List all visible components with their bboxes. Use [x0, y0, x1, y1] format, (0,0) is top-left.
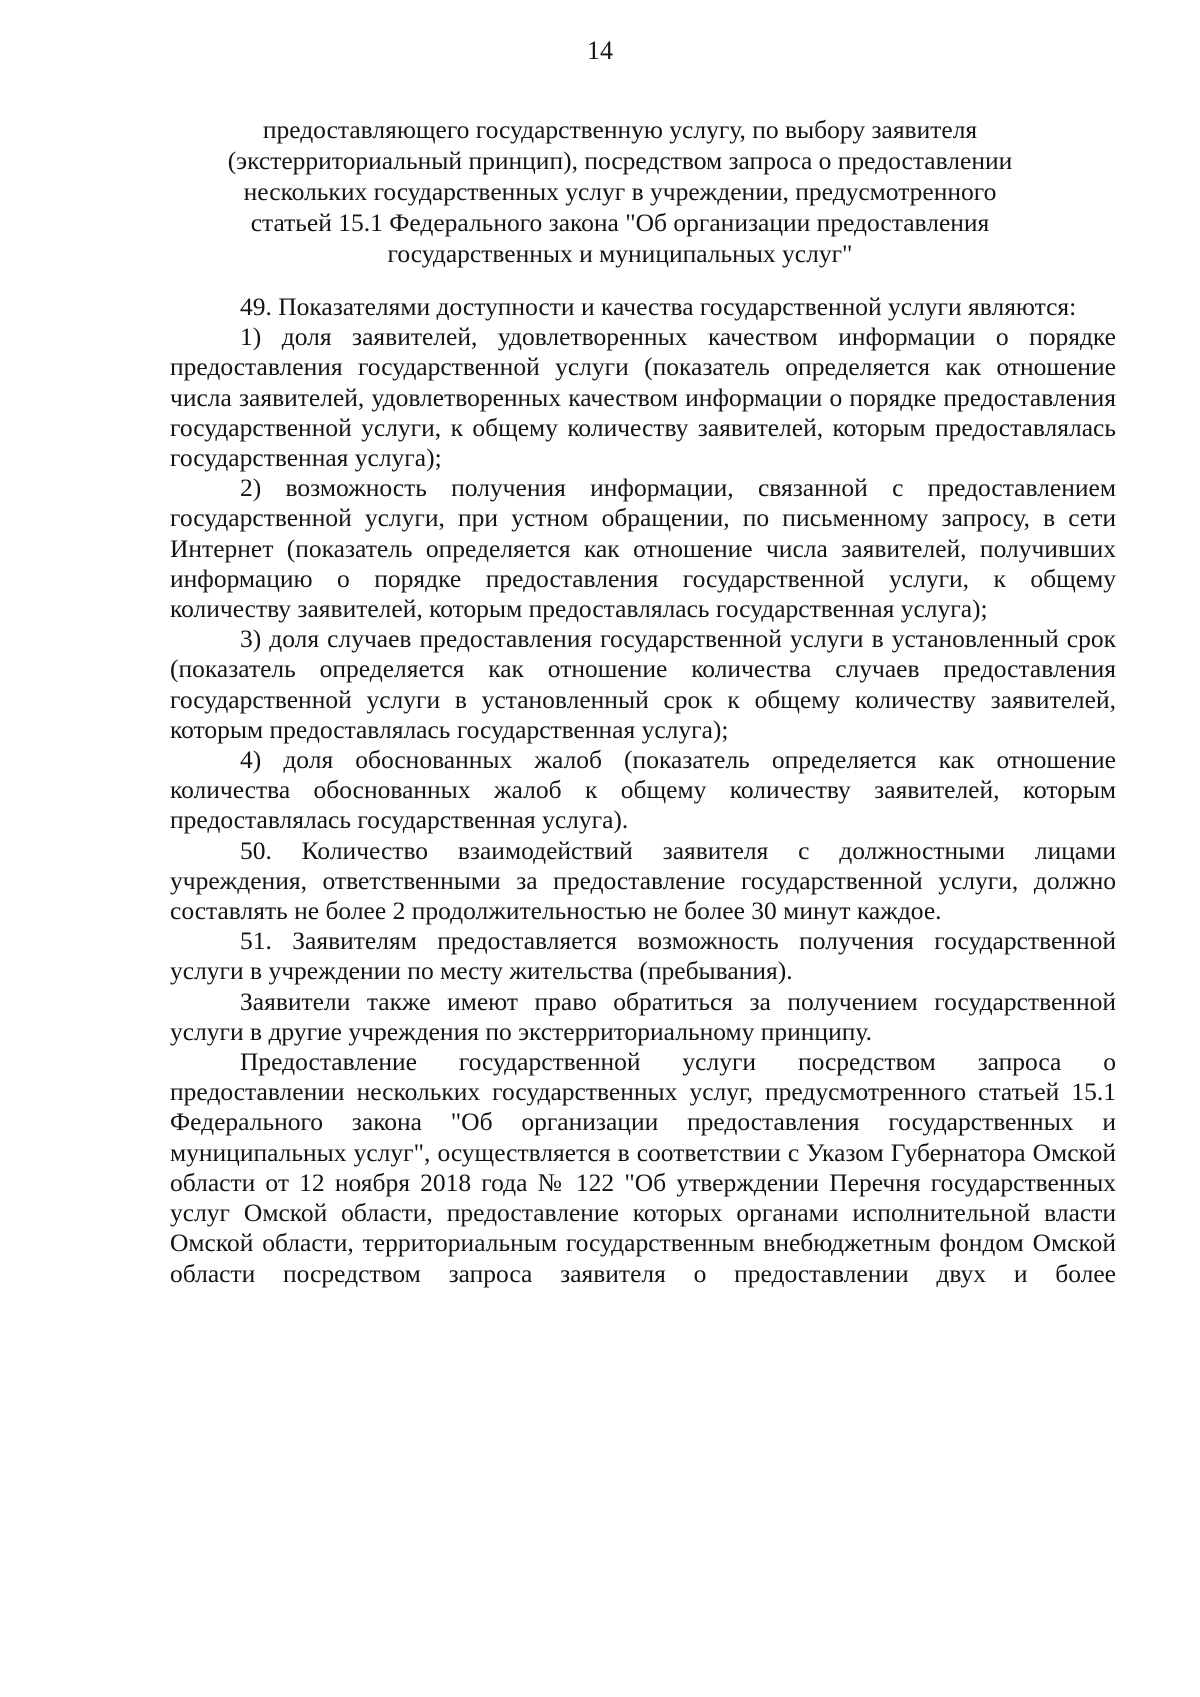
list-item-3: 3) доля случаев предоставления государственной услуги в установленный срок (показатель определяется как отношение количества случаев предоставления государственной услуги в установленный срок к общему количеству заявителей, которым предоставлялась государственная услуга); [170, 624, 1116, 744]
paragraph-50: 50. Количество взаимодействий заявителя с должностными лицами учреждения, ответственными за предоставление государственной услуги, должно составлять не более 2 продолжительностью не более 30 минут каждое. [170, 835, 1116, 926]
heading-line: (экстерриториальный принцип), посредством запроса о предоставлении [227, 146, 1013, 175]
paragraph-multiple-services: Предоставление государственной услуги посредством запроса о предоставлении нескольких государственных услуг, предусмотренного статьей 15.1 Федерального закона "Об организации предоставления государственных и муниципальных услуг", осуществляется в соответствии с Указом Губернатора Омской области от 12 ноября 2018 года № 122 "Об утверждении Перечня государственных услуг Омской области, предоставление которых органами исполнительной власти Омской области, территориальным государственным внебюджетным фондом Омской области посредством запроса заявителя о предоставлении двух и более [170, 1047, 1116, 1288]
page-number: 14 [587, 36, 613, 65]
paragraph-51: 51. Заявителям предоставляется возможность получения государственной услуги в учреждении по месту жительства (пребывания). [170, 926, 1116, 986]
heading-line: статьей 15.1 Федерального закона "Об организации предоставления [250, 208, 990, 237]
paragraph-49: 49. Показателями доступности и качества государственной услуги являются: [240, 292, 1077, 321]
heading-line: государственных и муниципальных услуг" [387, 239, 853, 268]
paragraph-applicants: Заявители также имеют право обратиться за получением государственной услуги в другие учреждения по экстерриториальному принципу. [170, 986, 1116, 1046]
heading-block [150, 114, 1090, 269]
list-item-1: 1) доля заявителей, удовлетворенных качеством информации о порядке предоставления государственной услуги (показатель определяется как отношение числа заявителей, удовлетворенных качеством информации о порядке предоставления государственной услуги, к общему количеству заявителей, которым предоставлялась государственная услуга); [170, 322, 1116, 473]
heading-line: нескольких государственных услуг в учреждении, предусмотренного [243, 177, 997, 206]
heading-line: предоставляющего государственную услугу, по выбору заявителя [262, 115, 978, 144]
list-item-4: 4) доля обоснованных жалоб (показатель определяется как отношение количества обоснованных жалоб к общему количеству заявителей, которым предоставлялась государственная услуга). [170, 745, 1116, 835]
list-item-2: 2) возможность получения информации, связанной с предоставлением государственной услуги, при устном обращении, по письменному запросу, в сети Интернет (показатель определяется как отношение числа заявителей, получивших информацию о порядке предоставления государственной услуги, к общему количеству заявителей, которым предоставлялась государственная услуга); [170, 473, 1116, 624]
body-text [170, 292, 1116, 1289]
